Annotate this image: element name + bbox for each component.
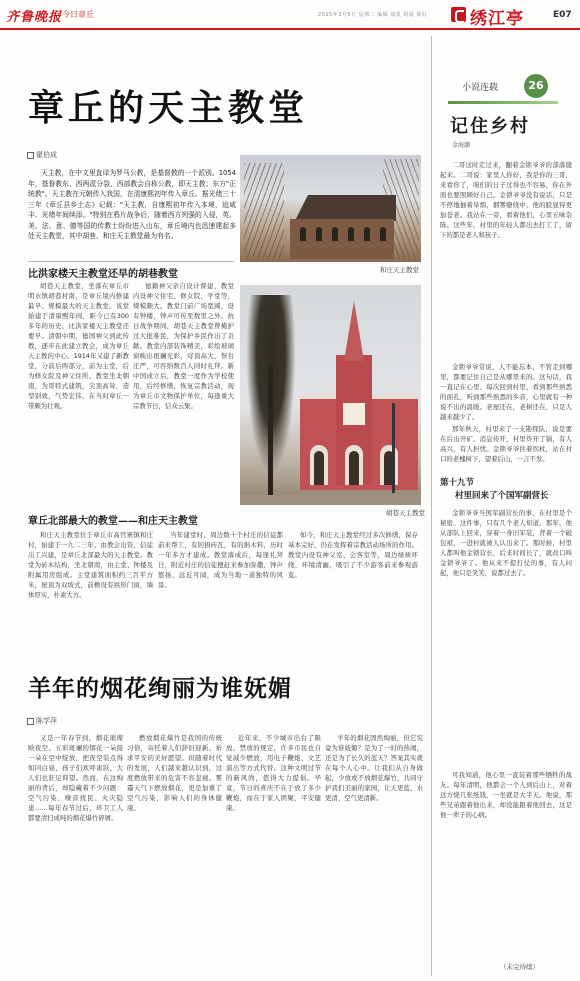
second-column-1: 又是一年春节到，烟花璀璨映夜空。五彩斑斓的烟花一朵接一朵在空中绽放，把夜空装点得如同白昼，孩子们欢呼雀跃，大人们也驻足仰望。然而，在这绚丽的背后，却隐藏着不少问题：空气污染、噪音扰民、火灾隐患……每年春节过后，环卫工人都要清扫成吨的烟花爆竹碎屑。	[28, 734, 123, 822]
dateline: 2015年3月5日 星期二 编辑 康凯 组版 徐红	[318, 12, 428, 18]
serial-accent-bar	[448, 101, 558, 104]
subhead-huxiang: 比洪家楼天主教堂还早的胡巷教堂	[28, 265, 178, 280]
photo2-caption: 胡巷天主教堂	[386, 509, 425, 517]
serial-text-3: 那年秋天，村里来了一支勘探队，说是要在后山开矿。消息传开，村里炸开了锅，有人高兴，有人担忧。金锁爷爷拄着拐杖，站在村口的老槐树下，望着后山，一言不发。	[440, 425, 572, 463]
serial-number-badge: 26	[524, 74, 548, 98]
serial-text-1: 二哥这时走过来，翻着金锁爷爷的部落缝起来。二哥说：家里人你好，我是你的三哥，来看你了，咱们的日子过得也不容易，你在外面也要照顾好自己。金锁爷爷没有说话，只是不停地抽着旱烟，烟雾缭绕中，他的脸显得更加苍老。我站在一旁，看着他们，心里五味杂陈。这些年，村里的年轻人都出去打工了，留下的都是老人和孩子。	[440, 161, 572, 239]
second-byline: 陈学萍	[27, 716, 57, 726]
section-label: 今日章丘	[62, 10, 94, 19]
serial-text-4: 金锁爷爷当国军副营长的事，在村里是个秘密。这件事，只有几个老人知道。那年，他从部队上回来，穿着一身旧军装，背着一个破包袱，一进村就被人认出来了。那时候，村里人都叫他金锁营长，后来时间长了，就改口叫金锁爷爷了。他从来不提打仗的事，有人问起，他只是笑笑，说都过去了。	[440, 509, 572, 577]
section-badge-icon	[451, 7, 466, 22]
article-column-2: 德籍神父亲自设计督建，教堂内设神父住宅、修女院、学堂等，规模颇大。教堂门前广场宽阔，设有钟楼，钟声可传至数里之外。抗日战争期间，胡巷天主教堂曾掩护过大批难民，为保护乡民作出了贡献。教堂内部装饰精美，彩绘玻璃窗映出斑斓光彩，穹顶高大，祭台庄严，可容纳数百人同时礼拜。新中国成立后，教堂一度作为学校使用，后经修缮，恢复宗教活动，现为章丘市文物保护单位，每逢重大宗教节日，信众云集。	[133, 282, 234, 410]
main-intro: 天主教，在中文里直译为罗马公教，是基督教的一个派别。1054年，基督教东、西两派分裂，西部教会自称公教，即天主教；东方"正统教"。天主教在元朝传入我国，在清康熙初年传入章丘。据光绪三十三年《章丘县乡土志》记载："天主教，自康熙初年传入本境，迨咸丰、光绪年间续添。"特别在鸦片战争后，随着西方列强的入侵，英、美、法、意、德等国的传教士纷纷进入山东，章丘境内也迅速建起多处天主教堂，其中胡巷、和庄天主教堂最为有名。	[28, 169, 236, 240]
masthead	[0, 0, 580, 30]
serial-text-2: 金锁爷爷常说，人不能忘本，不管走到哪里，都要记住自己是从哪里来的。这句话，我一直记在心里。每次回到村里，看到那些熟悉的面孔，听到那些熟悉的乡音，心里就有一种说不出的温暖。老屋还在，老树还在，只是人越来越少了。	[440, 363, 572, 421]
section-title: 绣江亭	[470, 9, 524, 29]
second-column-3: 近年来，不少城市出台了限放、禁放的规定，许多市民也自觉减少燃放，用电子鞭炮、文艺演出等方式代替。这种文明过节的新风尚，值得大力提倡。毕竟，节日的喜庆不在于放了多少鞭炮，而在于家人团聚、平安健康。	[226, 734, 321, 812]
page-number: E07	[553, 10, 572, 20]
chapter-title: 村里回来了个国军副营长	[455, 491, 549, 501]
to-be-continued: （未完待续）	[500, 963, 539, 971]
second-column-4: 羊年的烟花固然绚丽，但它究竟为谁妩媚？是为了一时的热闹，还是为了长久的蓝天？答案其实就在每个人心中。让我们从自身做起，少放或不放烟花爆竹，共同守护我们美丽的家园，让天更蓝、水更清、空气更清新。	[325, 734, 423, 802]
novel-author: 金海潮	[452, 142, 471, 149]
photo1-caption: 和庄天主教堂	[380, 266, 419, 274]
second-headline: 羊年的烟花绚丽为谁妩媚	[28, 676, 292, 702]
main-byline: 翟伯成	[27, 150, 57, 160]
article-column-5: 如今，和庄天主教堂经过多次修缮，保存基本完好，仍在发挥着宗教活动场所的作用。教堂内设有神父室、会客室等，周边绿树环绕，环境清幽，吸引了不少游客前来参观游览。	[288, 531, 418, 579]
hezhuang-church-photo	[240, 155, 421, 262]
article-column-4: 当年建堂时，周边数十个村庄的信徒都前来帮工，有的捐砖瓦，有的捐木料，历时一年多方才建成。教堂落成后，每逢礼拜日，附近村庄的信徒便赶来参加弥撒，钟声悠扬，远近可闻，成为当地一道独特的风景。	[158, 531, 283, 589]
huxiang-church-photo	[240, 285, 421, 505]
chapter-number: 第十九节	[440, 478, 475, 488]
serial-label: 小说连载	[462, 83, 499, 93]
newspaper-logo: 齐鲁晚报	[6, 10, 63, 25]
serial-text-5: 可我知道，他心里一直装着那些牺牲的战友。每年清明，他都会一个人到后山上，对着远方烧几张纸钱，一坐就是大半天。他说，那些兄弟跟着他出来，却没能跟着他回去，这是他一辈子的心病。	[440, 771, 572, 819]
subhead-hezhuang: 章丘北部最大的教堂——和庄天主教堂	[28, 516, 198, 527]
novel-title: 记住乡村	[450, 116, 530, 137]
column-divider	[431, 36, 432, 976]
second-column-2: 燃放烟花爆竹是我国的传统习俗，寄托着人们辞旧迎新、祈求平安的美好愿望。但随着时代的发展，人们越来越认识到，过度燃放带来的危害不容忽视。雾霾天气下燃放烟花，更是加重了空气污染，影响人们的身体健康。	[127, 734, 222, 812]
article-column-3: 和庄天主教堂位于章丘市高官寨镇和庄村，始建于一九二三年，由教会出资、信徒出工兴建，是章丘北部最大的天主教堂。教堂为砖木结构，坐北朝南，由主堂、钟楼及附属用房组成。主堂建筑面积约三百平方米，屋顶为双坡式，前檐设有拱形门窗，墙体厚实，朴素大方。	[28, 531, 153, 599]
article-column-1: 胡巷天主教堂，坐落在章丘市明水镇胡巷村南，是章丘境内修建最早、规模最大的天主教堂。该堂始建于清康熙年间，距今已有300多年的历史，比洪家楼天主教堂还要早。清朝中期，德国神父到此传教，逐步在此建立教会，成为章丘天主教的中心。1914年又建了新教堂，分前后两部分，前为主堂，后为修女院及神父住所。教堂坐北朝南，为哥特式建筑，尖顶高耸，造型别致，气势宏伟，在当时章丘一带颇为壮观。	[28, 282, 129, 410]
main-headline: 章丘的天主教堂	[28, 88, 309, 129]
